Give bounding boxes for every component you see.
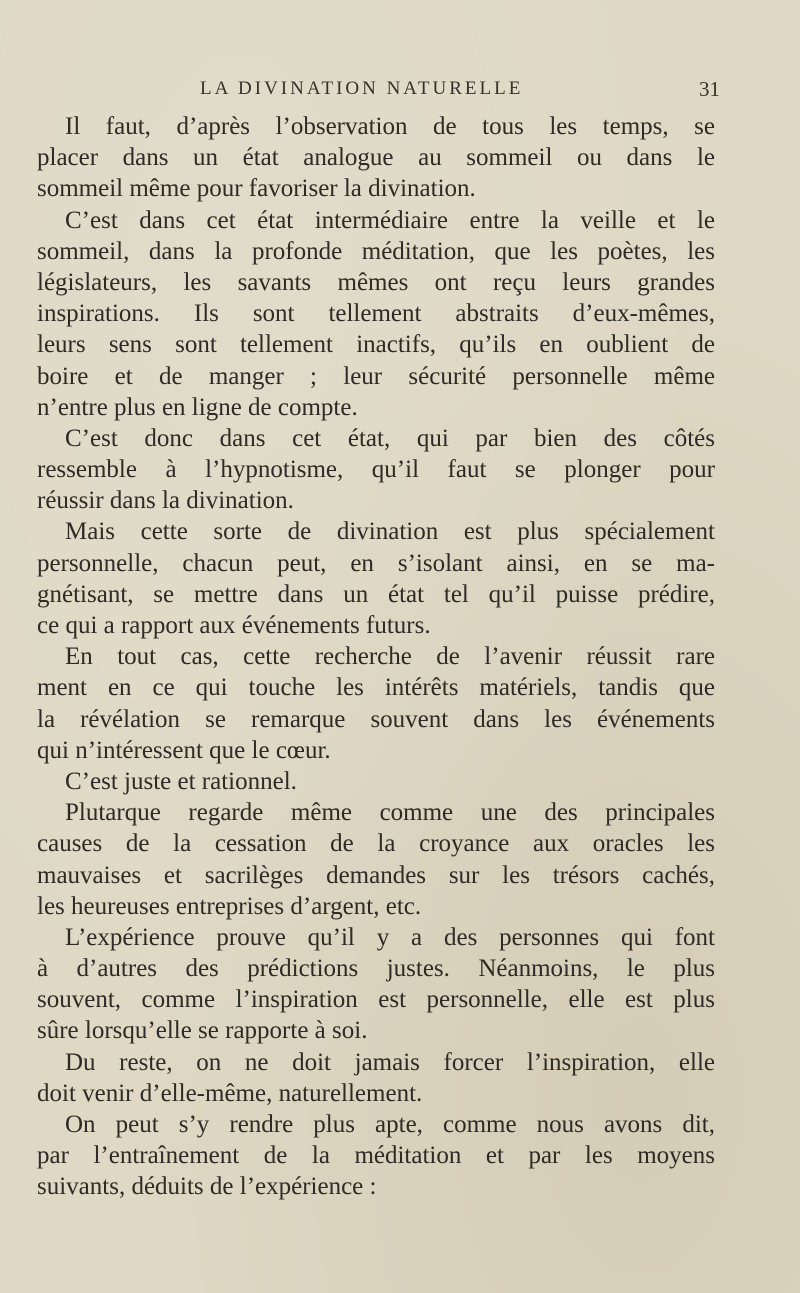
- text-line: suivants, déduits de l’expérience :: [37, 1173, 377, 1201]
- text-line: personnelle, chacun peut, en s’isolant ainsi, en se ma-: [37, 549, 715, 577]
- text-line: ce qui a rapport aux événements futurs.: [37, 612, 431, 639]
- text-line: réussir dans la divination.: [37, 487, 294, 515]
- text-line: On peut s’y rendre plus apte, comme nous avons dit,: [65, 1111, 715, 1138]
- text-line: gnétisant, se mettre dans un état tel qu’il puisse prédire,: [37, 580, 715, 608]
- text-line: L’expérience prouve qu’il y a des personnes qui font: [65, 923, 715, 951]
- text-line: à d’autres des prédictions justes. Néanmoins, le plus: [37, 955, 715, 983]
- text-line: sommeil même pour favoriser la divination.: [37, 175, 476, 203]
- text-line: C’est donc dans cet état, qui par bien des côtés: [65, 424, 715, 452]
- text-line: sûre lorsqu’elle se rapporte à soi.: [37, 1017, 368, 1045]
- text-line: Mais cette sorte de divination est plus spécialement: [65, 518, 715, 546]
- text-line: Il faut, d’après l’observation de tous les temps, se: [65, 113, 715, 140]
- text-line: sommeil, dans la profonde méditation, que les poètes, les: [37, 237, 715, 265]
- text-line: inspirations. Ils sont tellement abstraits d’eux-mêmes,: [37, 300, 715, 328]
- text-line: mauvaises et sacrilèges demandes sur les trésors cachés,: [37, 861, 715, 889]
- text-line: les heureuses entreprises d’argent, etc.: [37, 892, 422, 920]
- text-line: causes de la cessation de la croyance aux oracles les: [37, 830, 715, 858]
- text-line: législateurs, les savants mêmes ont reçu leurs grandes: [37, 268, 715, 296]
- text-line: En tout cas, cette recherche de l’avenir réussit rare: [65, 643, 715, 671]
- text-line: ressemble à l’hypnotisme, qu’il faut se plonger pour: [37, 456, 715, 484]
- text-line: ment en ce qui touche les intérêts matériels, tandis que: [37, 674, 715, 702]
- text-line: par l’entraînement de la méditation et par les moyens: [37, 1142, 715, 1170]
- running-head: [200, 72, 720, 106]
- text-line: doit venir d’elle-même, naturellement.: [37, 1079, 423, 1107]
- text-line: C’est juste et rationnel.: [65, 767, 297, 795]
- text-line: C’est dans cet état intermédiaire entre la veille et le: [65, 206, 715, 234]
- text-line: boire et de manger ; leur sécurité personnelle même: [37, 362, 715, 390]
- page-number: 31: [699, 77, 720, 101]
- text-line: n’entre plus en ligne de compte.: [37, 393, 358, 421]
- text-line: Plutarque regarde même comme une des principales: [65, 799, 715, 827]
- text-line: qui n’intéressent que le cœur.: [37, 736, 331, 764]
- text-line: la révélation se remarque souvent dans les événements: [37, 705, 715, 733]
- text-line: Du reste, on ne doit jamais forcer l’inspiration, elle: [65, 1048, 715, 1076]
- text-line: souvent, comme l’inspiration est personnelle, elle est plus: [37, 986, 715, 1014]
- text-line: leurs sens sont tellement inactifs, qu’ils en oublient de: [37, 331, 715, 359]
- body-text: [37, 111, 715, 1203]
- text-line: placer dans un état analogue au sommeil ou dans le: [37, 144, 715, 172]
- running-title: LA DIVINATION NATURELLE: [200, 78, 524, 99]
